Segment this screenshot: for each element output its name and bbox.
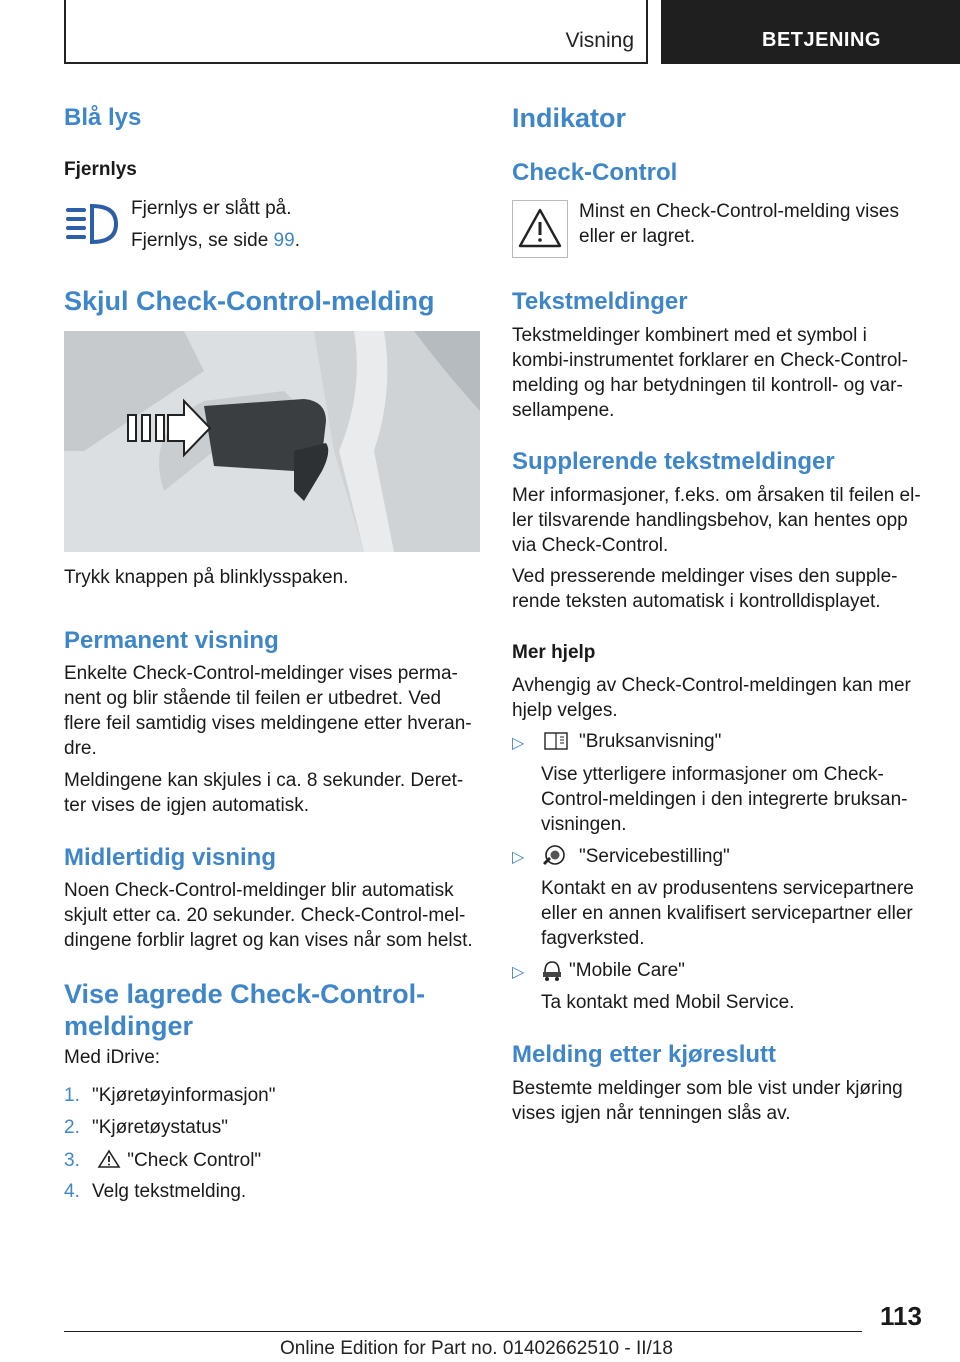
permanent-heading: Permanent visning bbox=[64, 627, 279, 654]
text-line: Avhengig av Check-Control-meldingen kan mer bbox=[512, 675, 911, 696]
service-logo-icon bbox=[541, 843, 567, 867]
list-text: "Kjøretøystatus" bbox=[92, 1117, 228, 1138]
after-drive-paragraph bbox=[512, 1076, 903, 1126]
text-line: rende teksten automatisk i kontrolldisplayet. bbox=[512, 591, 881, 612]
text-line: skjult etter ca. 20 sekunder. Check-Control-mel- bbox=[64, 905, 466, 926]
bullet-marker: ▷ bbox=[512, 849, 525, 866]
check-control-heading: Check-Control bbox=[512, 159, 678, 186]
list-item bbox=[64, 1149, 261, 1172]
blue-lights-heading: Blå lys bbox=[64, 104, 142, 131]
text-line: via Check-Control. bbox=[512, 535, 669, 556]
header-chapter-label: BETJENING bbox=[762, 29, 881, 51]
footer-edition-text: Online Edition for Part no. 01402662510 - II/18 bbox=[280, 1338, 673, 1359]
text-line: melding og har betydningen til kontroll- og var- bbox=[512, 375, 903, 396]
text-line: fagverksted. bbox=[541, 928, 645, 949]
list-item bbox=[64, 1117, 228, 1139]
text-line: vises igjen når tenningen slås av. bbox=[512, 1103, 791, 1124]
check-control-desc bbox=[579, 199, 899, 249]
text-line: Ved presserende meldinger vises den supple- bbox=[512, 566, 898, 587]
mobile-care-icon bbox=[541, 958, 563, 982]
more-help-paragraph bbox=[512, 673, 911, 723]
help-item-label[interactable]: "Bruksanvisning" bbox=[579, 731, 722, 752]
high-beam-reference bbox=[131, 228, 300, 253]
high-beam-ref-suffix: . bbox=[294, 230, 300, 251]
after-drive-heading: Melding etter kjøreslutt bbox=[512, 1041, 777, 1068]
temporary-heading: Midlertidig visning bbox=[64, 844, 277, 871]
list-item bbox=[64, 1085, 275, 1107]
list-item bbox=[64, 1181, 246, 1203]
list-number: 2. bbox=[64, 1117, 80, 1138]
footer-divider bbox=[64, 1331, 862, 1332]
help-item-label[interactable]: "Mobile Care" bbox=[569, 960, 685, 981]
text-line: eller er lagret. bbox=[579, 226, 696, 247]
bullet-marker: ▷ bbox=[512, 735, 525, 752]
bullet-marker: ▷ bbox=[512, 964, 525, 981]
text-line: dre. bbox=[64, 738, 97, 759]
text-line: sellampene. bbox=[512, 400, 615, 421]
list-text: "Check Control" bbox=[127, 1150, 262, 1171]
high-beam-icon bbox=[64, 202, 122, 246]
list-number: 3. bbox=[64, 1150, 80, 1171]
text-messages-heading: Tekstmeldinger bbox=[512, 288, 688, 315]
high-beam-label: Fjernlys bbox=[64, 159, 137, 180]
list-text: Velg tekstmelding. bbox=[92, 1181, 247, 1202]
text-line: Enkelte Check-Control-meldinger vises perma- bbox=[64, 663, 458, 684]
text-line: flere feil samtidig vises meldingene etter hveran- bbox=[64, 713, 472, 734]
indicator-heading: Indikator bbox=[512, 103, 627, 133]
supplementary-paragraph-1 bbox=[512, 483, 921, 558]
help-item-label[interactable]: "Servicebestilling" bbox=[579, 846, 730, 867]
header-chapter-box bbox=[661, 0, 960, 64]
hide-caption: Trykk knappen på blinklysspaken. bbox=[64, 567, 349, 588]
text-line: ler tilsvarende handlingsbehov, kan hentes opp bbox=[512, 510, 908, 531]
text-line: Tekstmeldinger kombinert med et symbol i bbox=[512, 325, 867, 346]
high-beam-desc: Fjernlys er slått på. bbox=[131, 198, 292, 219]
text-line: Bestemte meldinger som ble vist under kjøring bbox=[512, 1078, 903, 1099]
warning-triangle-icon bbox=[97, 1149, 121, 1169]
header-section-box bbox=[64, 0, 648, 64]
text-line: nent og blir stående til feilen er utbedret. Ved bbox=[64, 688, 442, 709]
text-line: kombi-instrumentet forklarer en Check-Control- bbox=[512, 350, 908, 371]
permanent-paragraph-1 bbox=[64, 661, 472, 761]
high-beam-ref-page-link[interactable]: 99 bbox=[273, 230, 295, 251]
text-line: Ta kontakt med Mobil Service. bbox=[541, 992, 795, 1013]
supplementary-paragraph-2 bbox=[512, 564, 898, 614]
help-item-desc bbox=[541, 990, 794, 1015]
text-line: Minst en Check-Control-melding vises bbox=[579, 201, 899, 222]
text-line: Kontakt en av produsentens servicepartnere bbox=[541, 878, 914, 899]
text-line: Noen Check-Control-meldinger blir automatisk bbox=[64, 880, 454, 901]
text-messages-paragraph bbox=[512, 323, 908, 423]
turn-signal-lever-illustration bbox=[64, 331, 480, 552]
idrive-intro: Med iDrive: bbox=[64, 1047, 161, 1068]
help-item-desc bbox=[541, 876, 914, 951]
text-line: Mer informasjoner, f.eks. om årsaken til feilen el- bbox=[512, 485, 921, 506]
heading-line: Vise lagrede Check-Control- bbox=[64, 979, 426, 1009]
heading-line: meldinger bbox=[64, 1011, 194, 1041]
text-line: visningen. bbox=[541, 814, 627, 835]
help-item-desc bbox=[541, 762, 907, 837]
text-line: Meldingene kan skjules i ca. 8 sekunder. Deret- bbox=[64, 770, 464, 791]
temporary-paragraph bbox=[64, 878, 473, 953]
hide-message-heading: Skjul Check-Control-melding bbox=[64, 286, 435, 316]
warning-triangle-icon bbox=[512, 200, 568, 258]
list-number: 1. bbox=[64, 1085, 80, 1106]
text-line: Vise ytterligere informasjoner om Check- bbox=[541, 764, 884, 785]
manual-book-icon bbox=[544, 731, 568, 751]
text-line: Control-meldingen i den integrerte bruksan- bbox=[541, 789, 908, 810]
text-line: ter vises de igjen automatisk. bbox=[64, 795, 310, 816]
text-line: dingene forblir lagret og kan vises når som helst. bbox=[64, 930, 473, 951]
stored-messages-heading bbox=[64, 978, 425, 1042]
supplementary-heading: Supplerende tekstmeldinger bbox=[512, 448, 835, 475]
high-beam-ref-text: Fjernlys, se side bbox=[131, 230, 274, 251]
list-number: 4. bbox=[64, 1181, 80, 1202]
header-section-label: Visning bbox=[565, 29, 634, 52]
list-text: "Kjøretøyinformasjon" bbox=[92, 1085, 276, 1106]
permanent-paragraph-2 bbox=[64, 768, 463, 818]
more-help-heading: Mer hjelp bbox=[512, 642, 596, 663]
text-line: eller en annen kvalifisert servicepartner eller bbox=[541, 903, 913, 924]
page-number: 113 bbox=[880, 1301, 922, 1331]
text-line: hjelp velges. bbox=[512, 700, 618, 721]
